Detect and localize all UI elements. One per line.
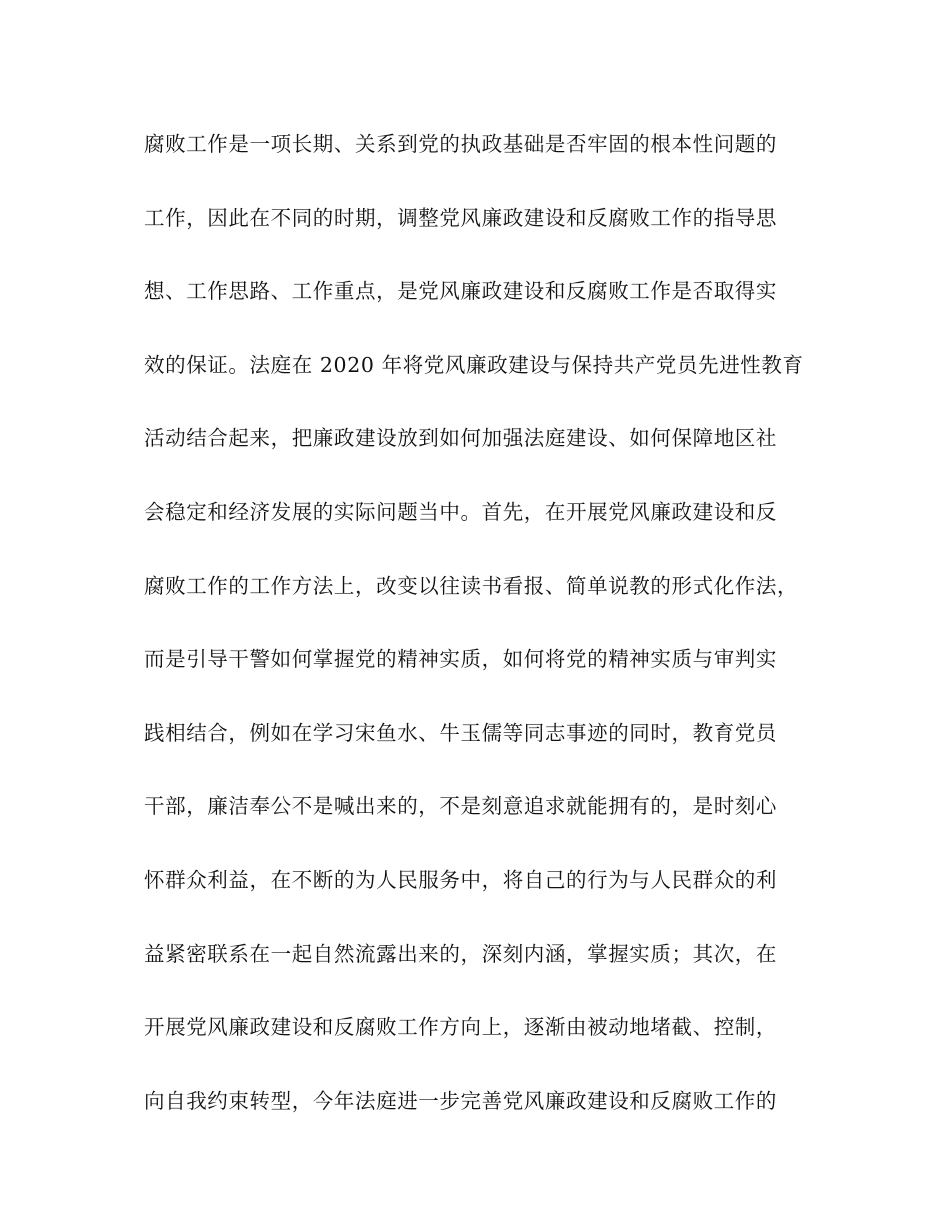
body-text xyxy=(144,122,824,1152)
text-line-8: 而是引导干警如何掌握党的精神实质，如何将党的精神实质与审判实 xyxy=(144,647,777,672)
text-line-12: 益紧密联系在一起自然流露出来的，深刻内涵，掌握实质；其次，在 xyxy=(144,941,777,966)
text-line-7: 腐败工作的工作方法上，改变以往读书看报、简单说教的形式化作法， xyxy=(144,573,799,598)
text-line-13: 开展党风廉政建设和反腐败工作方向上，逐渐由被动地堵截、控制， xyxy=(144,1015,777,1040)
text-line-2: 工作，因此在不同的时期，调整党风廉政建设和反腐败工作的指导思 xyxy=(144,205,777,230)
text-line-11: 怀群众利益，在不断的为人民服务中，将自己的行为与人民群众的利 xyxy=(144,867,777,892)
text-line-6: 会稳定和经济发展的实际问题当中。首先，在开展党风廉政建设和反 xyxy=(144,499,777,524)
text-line-14: 向自我约束转型，今年法庭进一步完善党风廉政建设和反腐败工作的 xyxy=(144,1088,777,1113)
text-line-9: 践相结合，例如在学习宋鱼水、牛玉儒等同志事迹的同时，教育党员 xyxy=(144,720,777,745)
text-line-1: 腐败工作是一项长期、关系到党的执政基础是否牢固的根本性问题的 xyxy=(144,132,777,156)
text-line-5: 活动结合起来，把廉政建设放到如何加强法庭建设、如何保障地区社 xyxy=(144,426,777,451)
text-line-10: 干部，廉洁奉公不是喊出来的，不是刻意追求就能拥有的，是时刻心 xyxy=(144,794,777,819)
text-line-3: 想、工作思路、工作重点，是党风廉政建设和反腐败工作是否取得实 xyxy=(144,279,777,304)
text-line-4: 效的保证。法庭在 2020 年将党风廉政建设与保持共产党员先进性教育 xyxy=(144,352,804,377)
